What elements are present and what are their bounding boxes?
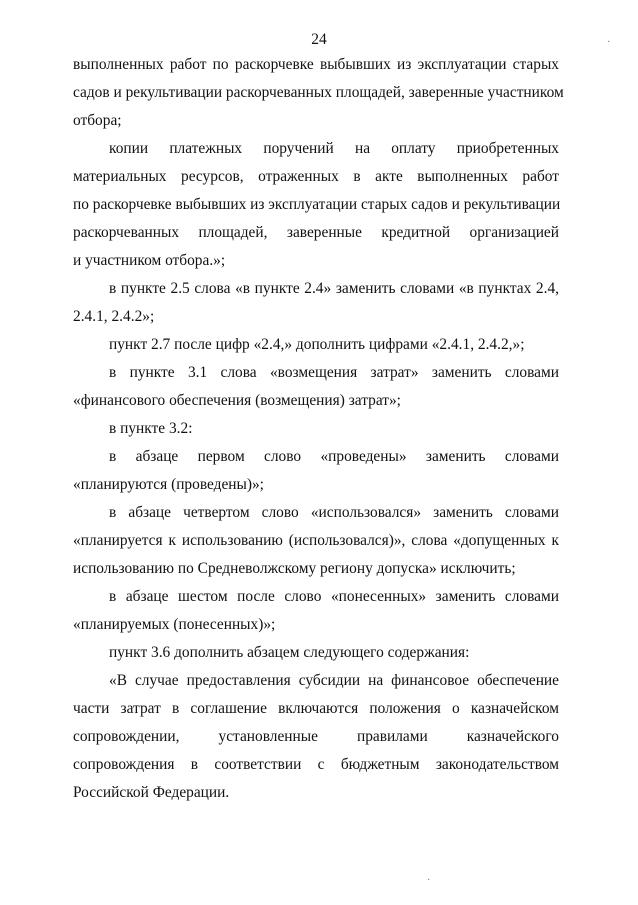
scan-speck: · [427, 875, 431, 886]
text-line: Российской Федерации. [73, 784, 230, 801]
text-line: раскорчеванных площадей, заверенные кредитной организацией [73, 224, 559, 241]
text-line: в абзаце шестом после слово «понесенных» заменить словами [109, 588, 559, 605]
text-line: материальных ресурсов, отраженных в акте выполненных работ [73, 168, 559, 185]
text-line: «планируемых (понесенных)»; [73, 616, 276, 633]
text-line: по раскорчевке выбывших из эксплуатации старых садов и рекультивации [73, 196, 561, 213]
text-line: 2.4.1, 2.4.2»; [73, 308, 155, 325]
text-line: выполненных работ по раскорчевке выбывших из эксплуатации старых [73, 56, 559, 73]
text-line: копии платежных поручений на оплату приобретенных [109, 140, 559, 157]
text-line: «В случае предоставления субсидии на финансовое обеспечение [109, 672, 559, 689]
text-line: использованию по Средневолжскому региону допуска» исключить; [73, 560, 516, 577]
scan-speck: · [607, 37, 611, 48]
text-line: в пункте 3.1 слова «возмещения затрат» заменить словами [109, 364, 559, 381]
text-line: в пункте 3.2: [109, 420, 193, 437]
text-line: в пункте 2.5 слова «в пункте 2.4» заменить словами «в пунктах 2.4, [109, 280, 559, 297]
text-line: отбора; [73, 112, 122, 129]
page-number: 24 [311, 31, 327, 48]
text-line: пункт 3.6 дополнить абзацем следующего содержания: [109, 644, 470, 661]
text-line: «планируются (проведены)»; [73, 476, 264, 493]
text-line: сопровождении, установленные правилами казначейского [73, 728, 559, 745]
text-line: садов и рекультивации раскорчеванных площадей, заверенные участником [73, 84, 564, 101]
text-line: сопровождения в соответствии с бюджетным законодательством [73, 756, 559, 773]
text-line: «планируется к использованию (использовался)», слова «допущенных к [73, 532, 559, 549]
text-line: и участником отбора.»; [73, 252, 226, 269]
text-line: «финансового обеспечения (возмещения) затрат»; [73, 392, 401, 409]
text-line: в абзаце четвертом слово «использовался» заменить словами [109, 504, 559, 521]
text-line: в абзаце первом слово «проведены» заменить словами [109, 448, 559, 465]
text-line: пункт 2.7 после цифр «2.4,» дополнить цифрами «2.4.1, 2.4.2,»; [109, 336, 525, 353]
text-line: части затрат в соглашение включаются положения о казначейском [73, 700, 559, 717]
